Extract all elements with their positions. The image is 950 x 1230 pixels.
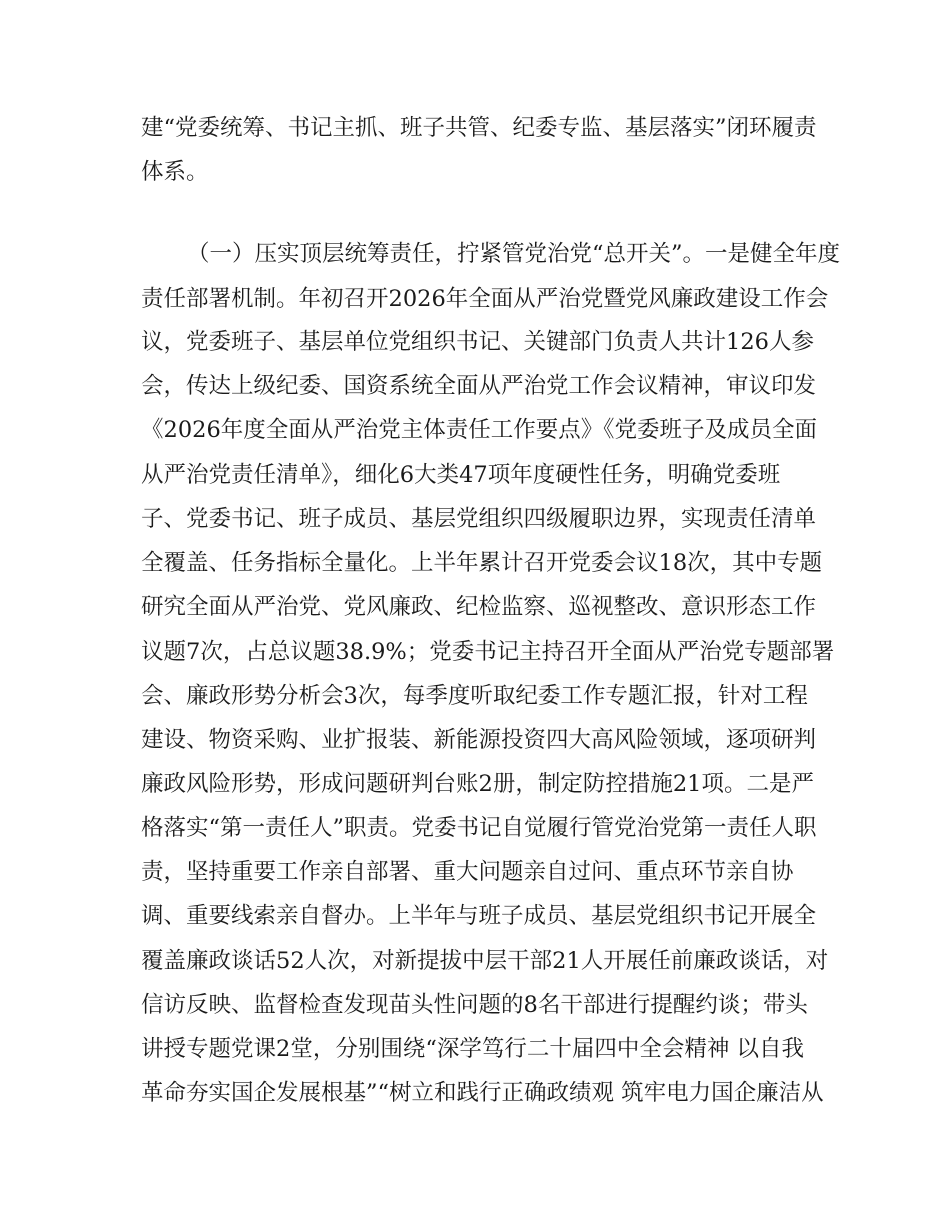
text-line: 子、党委书记、班子成员、基层党组织四级履职边界，实现责任清单	[141, 506, 817, 532]
text-line: 议题7次，占总议题38.9%；党委书记主持召开全面从严治党专题部署	[141, 639, 835, 665]
text-line: 廉政风险形势，形成问题研判台账2册，制定防控措施21项。二是严	[141, 771, 814, 797]
text-line: 体系。	[141, 159, 209, 185]
text-line: 全覆盖、任务指标全量化。上半年累计召开党委会议18次，其中专题	[141, 550, 823, 576]
text-line: 覆盖廉政谈话52人次，对新提拔中层干部21人开展任前廉政谈话，对	[141, 948, 829, 974]
text-line: 格落实“第一责任人”职责。党委书记自觉履行管党治党第一责任人职	[141, 815, 817, 841]
text-line: 会，传达上级纪委、国资系统全面从严治党工作会议精神，审议印发	[141, 373, 817, 399]
text-line: 信访反映、监督检查发现苗头性问题的8名干部进行提醒约谈；带头	[141, 992, 808, 1018]
text-line: 从严治党责任清单》，细化6大类47项年度硬性任务，明确党委班	[141, 462, 781, 488]
text-line: 革命夯实国企发展根基”“树立和践行正确政绩观 筑牢电力国企廉洁从	[141, 1080, 824, 1106]
text-line: 议，党委班子、基层单位党组织书记、关键部门负责人共计126人参	[141, 329, 814, 355]
text-line: 建设、物资采购、业扩报装、新能源投资四大高风险领域，逐项研判	[141, 727, 817, 753]
text-line: 讲授专题党课2堂，分别围绕“深学笃行二十届四中全会精神 以自我	[141, 1036, 804, 1062]
text-line: 建“党委统筹、书记主抓、班子共管、纪委专监、基层落实”闭环履责	[141, 115, 817, 141]
text-line: （一）压实顶层统筹责任，拧紧管党治党“总开关”。一是健全年度	[187, 241, 841, 267]
text-line: 《2026年度全面从严治党主体责任工作要点》《党委班子及成员全面	[141, 417, 818, 443]
text-line: 责任部署机制。年初召开2026年全面从严治党暨党风廉政建设工作会	[141, 286, 829, 312]
text-line: 会、廉政形势分析会3次，每季度听取纪委工作专题汇报，针对工程	[141, 683, 808, 709]
text-line: 调、重要线索亲自督办。上半年与班子成员、基层党组织书记开展全	[141, 903, 817, 929]
text-line: 研究全面从严治党、党风廉政、纪检监察、巡视整改、意识形态工作	[141, 594, 817, 620]
text-line: 责，坚持重要工作亲自部署、重大问题亲自过问、重点环节亲自协	[141, 859, 794, 885]
